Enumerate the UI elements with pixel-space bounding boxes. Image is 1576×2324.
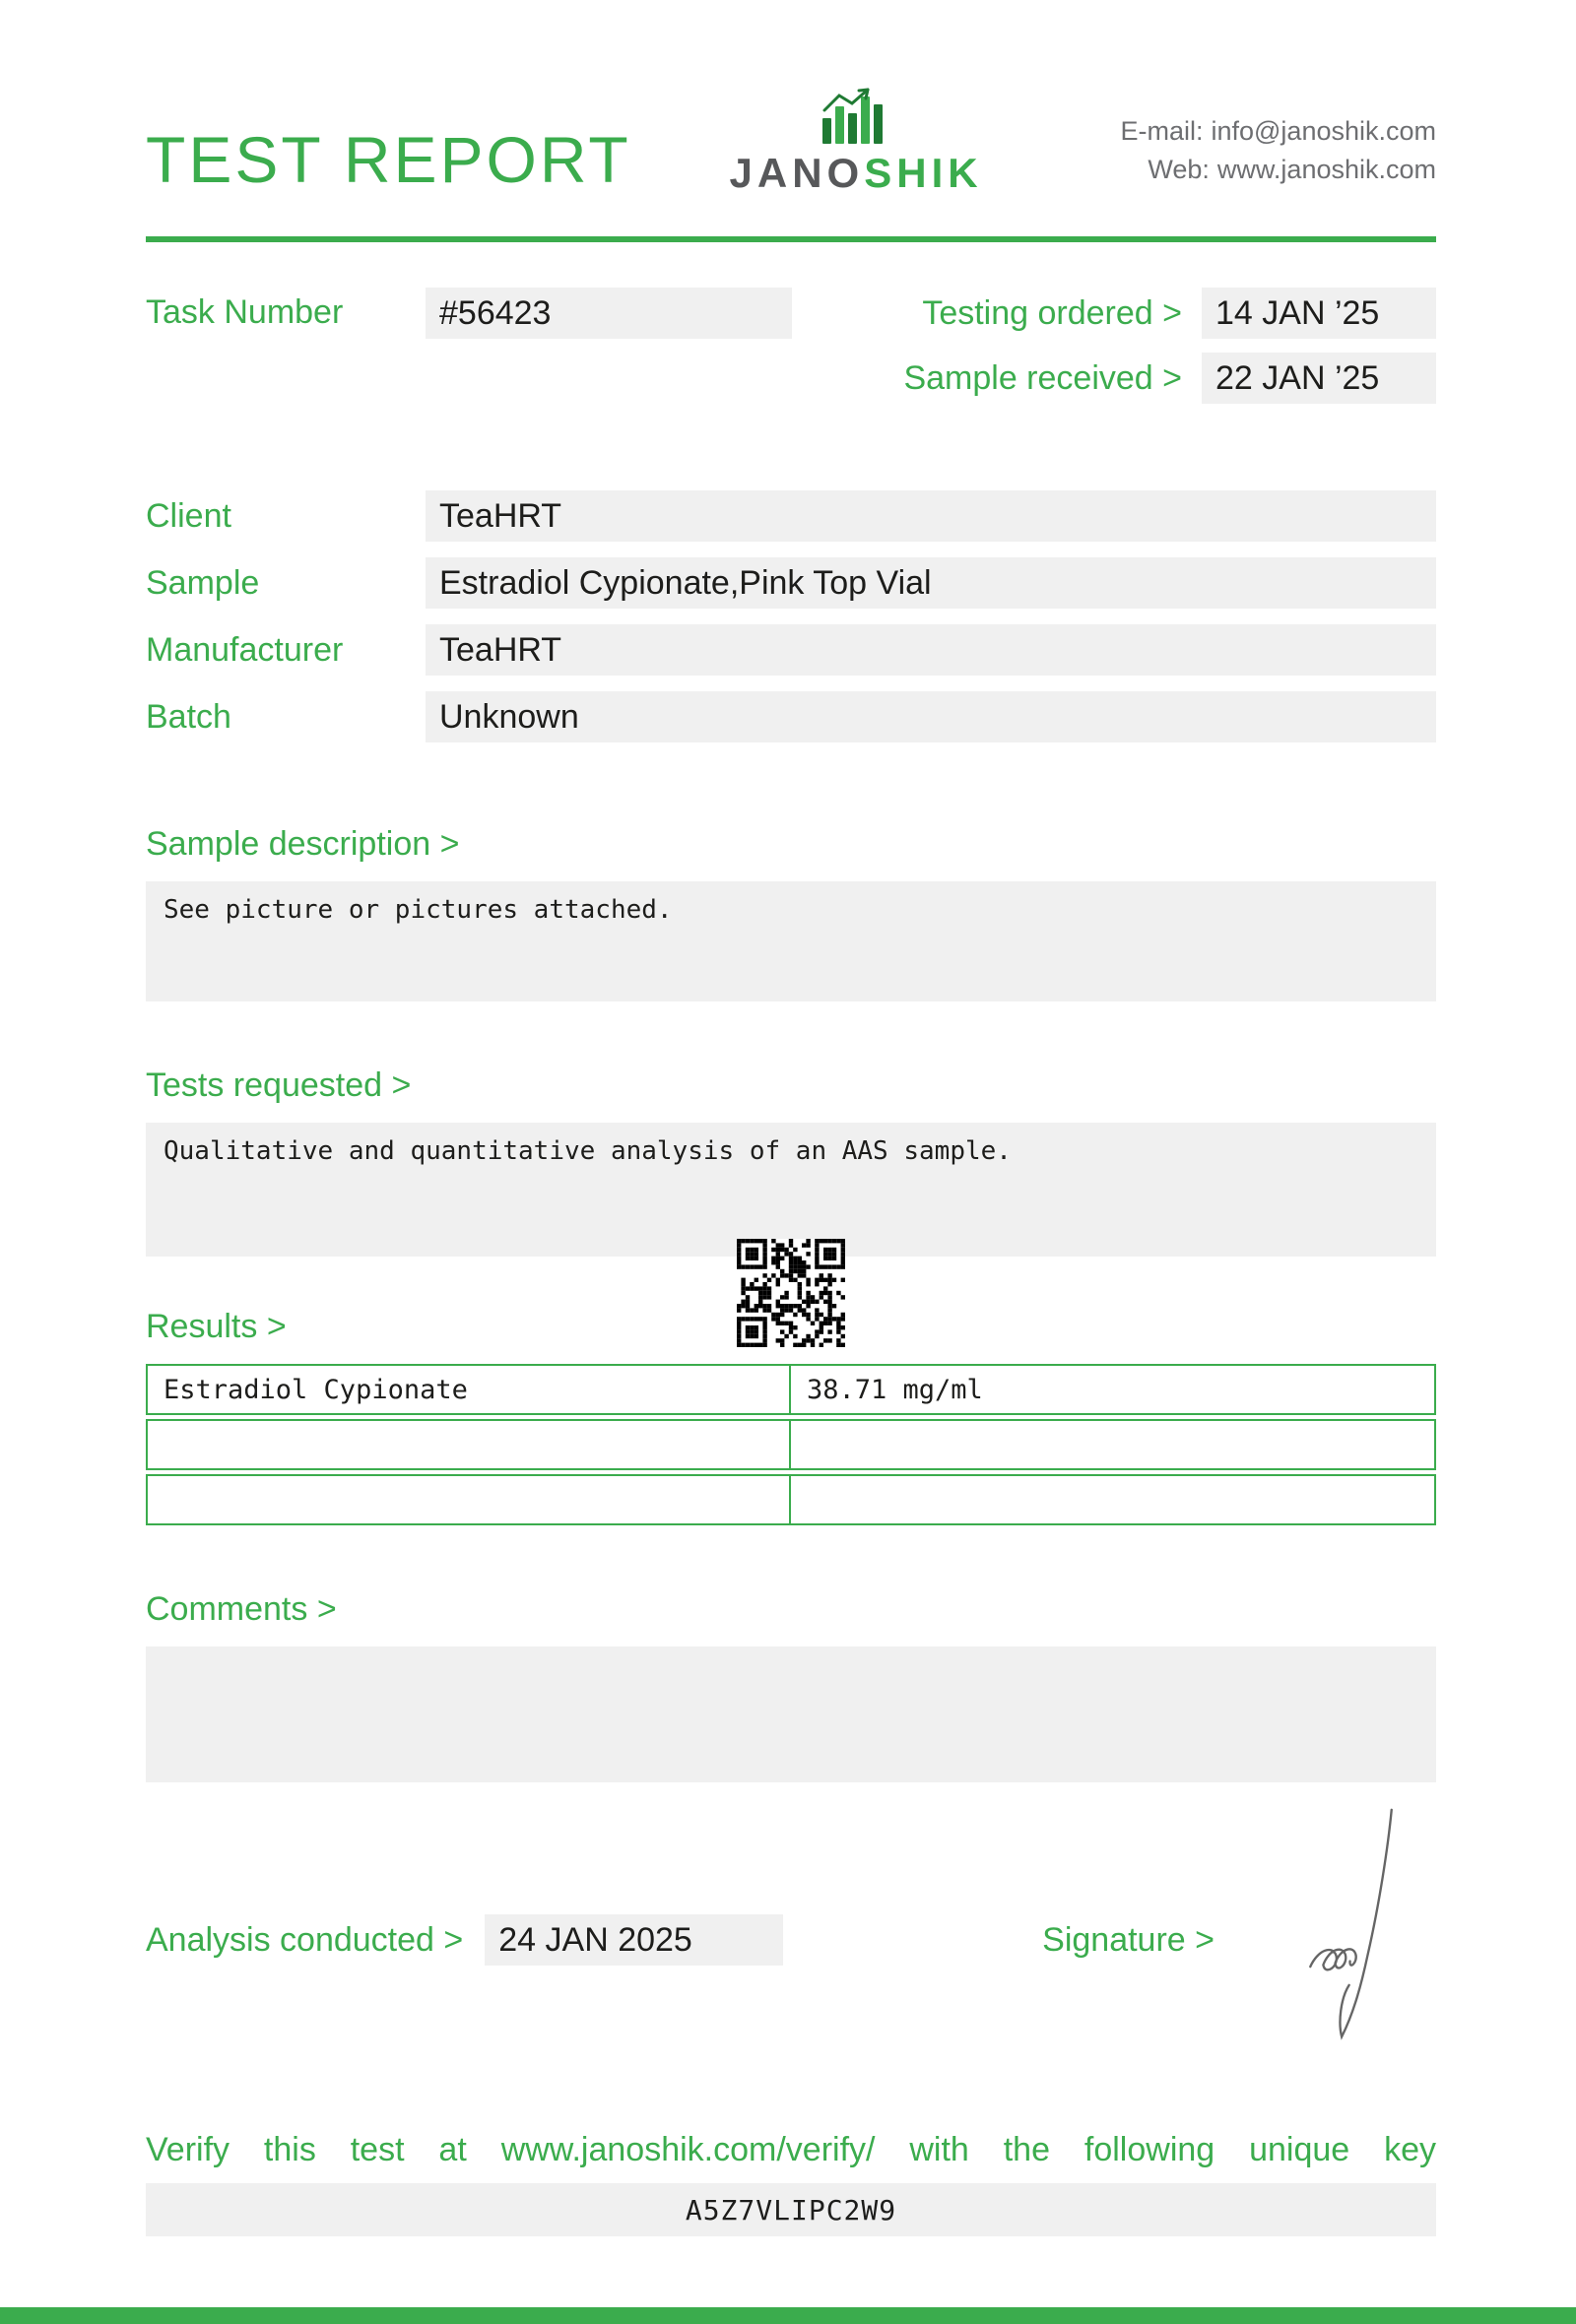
sample-description-box: [146, 881, 1436, 1001]
web-line: [1120, 151, 1436, 189]
batch-label: Batch: [146, 697, 231, 736]
web-label: Web:: [1148, 154, 1210, 184]
signature: [1284, 1798, 1432, 2050]
analysis-conducted-label: Analysis conducted >: [146, 1920, 464, 1959]
result-substance: Estradiol Cypionate: [148, 1366, 791, 1413]
contact-info: [1120, 112, 1436, 197]
logo-text-jano: JANO: [729, 150, 865, 196]
email-value: info@janoshik.com: [1211, 115, 1436, 146]
report-header: [146, 87, 1436, 197]
result-value: [791, 1421, 1434, 1468]
janoshik-logo: [730, 87, 983, 197]
sample-received-label: Sample received >: [903, 358, 1182, 397]
qr-code: [737, 1239, 845, 1347]
tests-requested-text: Qualitative and quantitative analysis of an AAS sample.: [164, 1136, 1012, 1166]
result-value: [791, 1476, 1434, 1523]
sample-description-header: Sample description >: [146, 825, 460, 863]
results-table: [146, 1364, 1436, 1525]
task-number-label: Task Number: [146, 293, 344, 331]
client-value: TeaHRT: [426, 490, 1436, 542]
logo-wordmark: [730, 150, 983, 197]
task-section: [146, 288, 1436, 404]
detail-row-batch: [146, 691, 1436, 742]
results-section: [146, 1308, 1436, 1525]
bar-chart-logo-icon: [819, 87, 893, 146]
task-number-row: [146, 288, 792, 404]
footer-bar: [0, 2307, 1576, 2324]
order-dates: [903, 288, 1436, 404]
batch-value: Unknown: [426, 691, 1436, 742]
page-title: TEST REPORT: [146, 123, 631, 196]
email-label: E-mail:: [1120, 115, 1204, 146]
task-number-value: #56423: [426, 288, 792, 339]
sample-details: [146, 490, 1436, 742]
email-line: [1120, 112, 1436, 151]
signature-label: Signature >: [1042, 1920, 1215, 1959]
tests-requested-box: [146, 1123, 1436, 1257]
sample-received-row: [903, 353, 1436, 404]
detail-row-sample: [146, 557, 1436, 609]
detail-row-manufacturer: [146, 624, 1436, 676]
result-value: 38.71 mg/ml: [807, 1374, 983, 1405]
testing-ordered-value: 14 JAN ’25: [1202, 288, 1436, 339]
web-value: www.janoshik.com: [1216, 154, 1436, 184]
manufacturer-value: TeaHRT: [426, 624, 1436, 676]
result-substance: [148, 1476, 791, 1523]
header-divider: [146, 236, 1436, 242]
analysis-date-value: 24 JAN 2025: [485, 1914, 783, 1966]
tests-requested-header: Tests requested >: [146, 1066, 412, 1104]
sample-received-value: 22 JAN ’25: [1202, 353, 1436, 404]
result-row: [146, 1474, 1436, 1525]
detail-row-client: [146, 490, 1436, 542]
result-substance: [148, 1421, 791, 1468]
results-header: Results >: [146, 1308, 287, 1345]
manufacturer-label: Manufacturer: [146, 630, 344, 669]
verify-key: A5Z7VLIPC2W9: [146, 2183, 1436, 2236]
analysis-signature-row: [146, 1914, 1436, 1966]
comments-header: Comments >: [146, 1590, 337, 1628]
verify-instructions: Verify this test at www.janoshik.com/verify/ with the following unique key: [146, 2131, 1436, 2168]
client-label: Client: [146, 496, 231, 535]
comments-box: [146, 1646, 1436, 1782]
result-row: [146, 1364, 1436, 1415]
sample-label: Sample: [146, 563, 260, 602]
result-row: [146, 1419, 1436, 1470]
sample-value: Estradiol Cypionate,Pink Top Vial: [426, 557, 1436, 609]
testing-ordered-label: Testing ordered >: [922, 293, 1182, 332]
logo-text-shik: SHIK: [864, 150, 983, 196]
testing-ordered-row: [903, 288, 1436, 339]
sample-description-text: See picture or pictures attached.: [164, 895, 673, 925]
